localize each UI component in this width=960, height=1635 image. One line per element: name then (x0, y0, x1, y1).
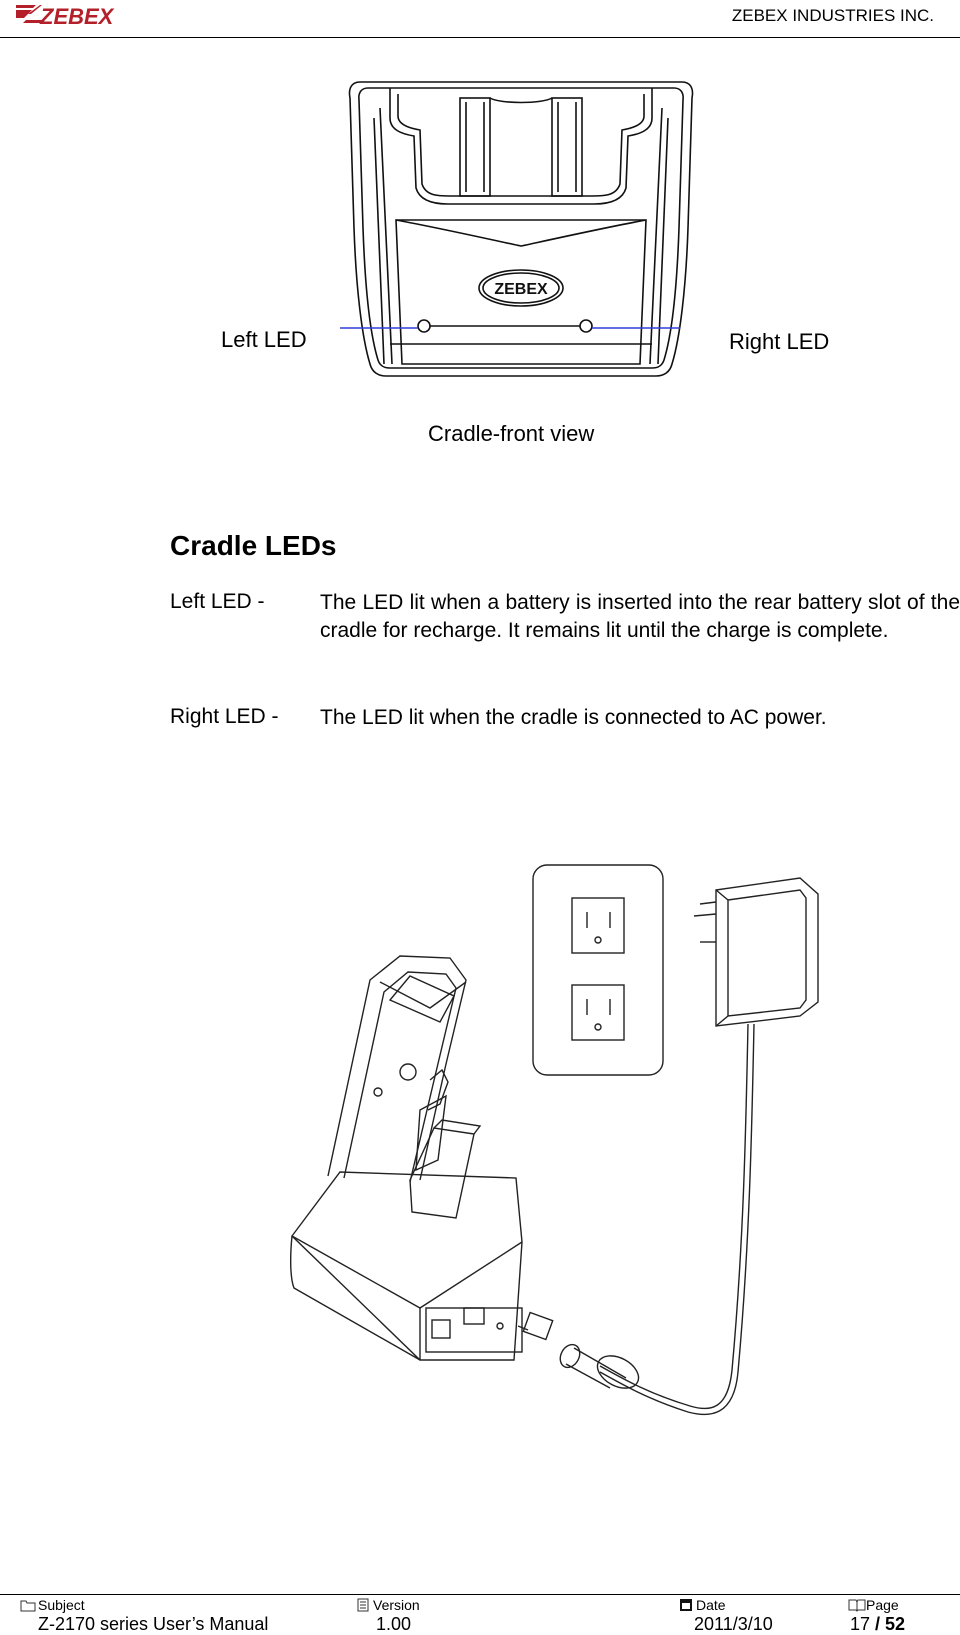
header-divider (0, 37, 960, 38)
footer-divider (0, 1594, 960, 1595)
footer-date-label: Date (678, 1597, 726, 1613)
left-led-callout: Left LED (221, 327, 307, 352)
footer-version-value: 1.00 (376, 1614, 412, 1634)
footer-version-label: Version (355, 1597, 420, 1613)
definition-term-right-led: Right LED - (170, 705, 279, 728)
company-name: ZEBEX INDUSTRIES INC. (731, 6, 934, 25)
cradle-setup-illustration (270, 860, 830, 1420)
footer-subject-value: Z-2170 series User’s Manual (38, 1614, 269, 1634)
definition-term-left-led: Left LED - (170, 590, 265, 613)
footer-page-value (850, 1614, 905, 1635)
page-current: 17 (850, 1614, 871, 1634)
page-total: 52 (885, 1614, 906, 1634)
svg-text:ZEBEX: ZEBEX (40, 4, 114, 28)
zebex-logo-icon (14, 2, 138, 28)
figure-caption: Cradle-front view (428, 421, 595, 446)
footer-subject-label: Subject (20, 1597, 85, 1613)
svg-text:ZEBEX: ZEBEX (494, 281, 548, 298)
footer-date-value: 2011/3/10 (694, 1614, 773, 1634)
definition-text-right-led: The LED lit when the cradle is connected to AC power. (320, 706, 827, 729)
section-heading: Cradle LEDs (170, 530, 337, 561)
page-separator: / (870, 1614, 886, 1634)
book-icon (848, 1598, 864, 1612)
footer-page-label: Page (848, 1597, 899, 1613)
cradle-front-illustration (340, 78, 702, 386)
document-icon (355, 1598, 371, 1612)
calendar-icon (678, 1598, 694, 1612)
folder-icon (20, 1598, 36, 1612)
definition-text-left-led: The LED lit when a battery is inserted into the rear battery slot of the cradle for recharge. It remains lit until the charge is complete. (320, 591, 960, 642)
right-led-callout: Right LED (729, 329, 830, 354)
